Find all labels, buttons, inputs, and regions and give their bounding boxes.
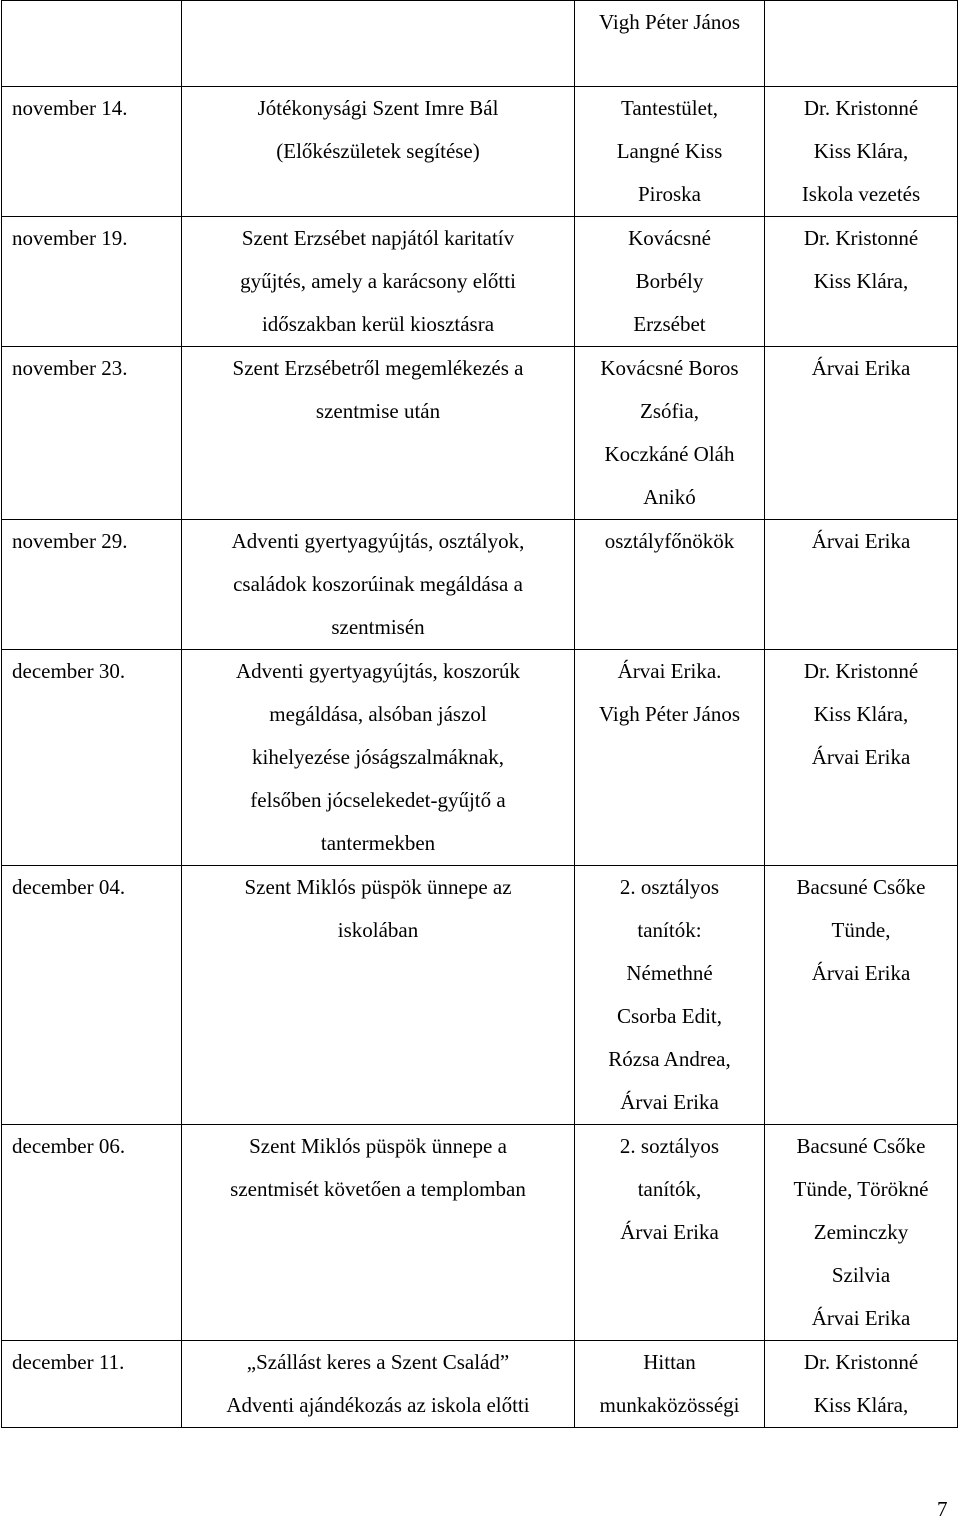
date-cell: [2, 1341, 182, 1428]
responsible-line: Vigh Péter János: [598, 702, 741, 726]
date-line: december 11.: [12, 1350, 125, 1374]
event-line: tantermekben: [320, 831, 436, 855]
event-line: Adventi gyertyagyújtás, koszorúk: [235, 659, 521, 683]
supervisor-line: Kiss Klára,: [813, 1393, 909, 1417]
event-line: iskolában: [337, 918, 419, 942]
supervisor-line: Szilvia: [831, 1263, 891, 1287]
event-line: szentmisén: [331, 615, 425, 639]
table-row: [2, 650, 958, 866]
supervisor-cell: [765, 650, 958, 866]
responsible-line: Kovácsné: [628, 226, 711, 250]
date-cell: [2, 217, 182, 347]
supervisor-line: Kiss Klára,: [813, 269, 909, 293]
event-line: kihelyezése jóságszalmáknak,: [252, 745, 504, 769]
supervisor-line: Tünde, Törökné: [793, 1177, 929, 1201]
schedule-table: [1, 0, 958, 1428]
responsible-line: Árvai Erika: [620, 1220, 719, 1244]
event-line: Szent Erzsébetről megemlékezés a: [232, 356, 524, 380]
responsible-cell: [575, 866, 765, 1125]
event-cell: [182, 347, 575, 520]
event-line: Jótékonysági Szent Imre Bál: [257, 96, 499, 120]
responsible-line: Koczkáné Oláh: [604, 442, 735, 466]
supervisor-cell: [765, 520, 958, 650]
date-line: december 06.: [12, 1134, 126, 1158]
event-line: gyűjtés, amely a karácsony előtti: [240, 269, 516, 293]
responsible-cell: [575, 650, 765, 866]
supervisor-line: Árvai Erika: [811, 1306, 911, 1330]
responsible-line: Tantestület,: [620, 96, 719, 120]
responsible-line: osztályfőnökök: [604, 529, 735, 553]
table-row: [2, 217, 958, 347]
date-line: december 04.: [12, 875, 126, 899]
responsible-line: Langné Kiss: [616, 139, 723, 163]
event-line: megáldása, alsóban jászol: [269, 702, 487, 726]
supervisor-cell: [765, 1125, 958, 1341]
event-line: Adventi ajándékozás az iskola előtti: [226, 1393, 530, 1417]
event-cell: [182, 866, 575, 1125]
date-cell: [2, 1, 182, 87]
event-line: családok koszorúinak megáldása a: [233, 572, 523, 596]
responsible-cell: [575, 1125, 765, 1341]
supervisor-line: Tünde,: [831, 918, 891, 942]
date-cell: [2, 520, 182, 650]
table-row: [2, 520, 958, 650]
responsible-line: Némethné: [626, 961, 713, 985]
responsible-line: munkaközösségi: [599, 1393, 740, 1417]
supervisor-line: Iskola vezetés: [801, 182, 921, 206]
date-line: november 14.: [12, 96, 128, 120]
supervisor-cell: [765, 1341, 958, 1428]
event-cell: [182, 1125, 575, 1341]
supervisor-cell: [765, 1, 958, 87]
date-cell: [2, 347, 182, 520]
event-line: Szent Miklós püspök ünnepe a: [249, 1134, 507, 1158]
responsible-cell: [575, 520, 765, 650]
event-cell: [182, 1, 575, 87]
responsible-line: tanítók,: [637, 1177, 702, 1201]
supervisor-cell: [765, 347, 958, 520]
responsible-line: Piroska: [638, 182, 701, 206]
table-row: [2, 1125, 958, 1341]
schedule-body: [2, 1, 958, 1428]
event-cell: [182, 217, 575, 347]
event-line: Szent Miklós püspök ünnepe az: [244, 875, 512, 899]
supervisor-line: Bacsuné Csőke: [796, 875, 926, 899]
table-row: [2, 1341, 958, 1428]
page-number: 7: [937, 1497, 948, 1521]
supervisor-cell: [765, 217, 958, 347]
responsible-cell: [575, 87, 765, 217]
supervisor-line: Árvai Erika: [811, 356, 911, 380]
responsible-line: Árvai Erika.: [617, 659, 722, 683]
supervisor-line: Árvai Erika: [811, 961, 911, 985]
supervisor-line: Árvai Erika: [811, 745, 911, 769]
responsible-line: 2. osztályos: [619, 875, 720, 899]
responsible-line: Hittan: [643, 1350, 696, 1374]
responsible-line: Anikó: [643, 485, 696, 509]
supervisor-line: Kiss Klára,: [813, 702, 909, 726]
event-line: Szent Erzsébet napjától karitatív: [241, 226, 515, 250]
event-line: „Szállást keres a Szent Család”: [246, 1350, 510, 1374]
responsible-line: Árvai Erika: [620, 1090, 719, 1114]
date-line: november 29.: [12, 529, 128, 553]
table-row: [2, 866, 958, 1125]
supervisor-line: Zeminczky: [813, 1220, 909, 1244]
supervisor-line: Dr. Kristonné: [803, 96, 919, 120]
responsible-cell: [575, 1341, 765, 1428]
responsible-line: Borbély: [635, 269, 704, 293]
event-line: időszakban kerül kiosztásra: [261, 312, 495, 336]
table-row-top: [2, 1, 958, 87]
event-cell: [182, 520, 575, 650]
event-line: felsőben jócselekedet-gyűjtő a: [250, 788, 506, 812]
supervisor-line: Dr. Kristonné: [803, 659, 919, 683]
table-row: [2, 347, 958, 520]
responsible-line: Erzsébet: [633, 312, 706, 336]
supervisor-cell: [765, 866, 958, 1125]
date-cell: [2, 1125, 182, 1341]
responsible-line: tanítók:: [637, 918, 702, 942]
responsible-line: Zsófia,: [640, 399, 699, 423]
date-cell: [2, 866, 182, 1125]
event-cell: [182, 650, 575, 866]
supervisor-line: Dr. Kristonné: [803, 226, 919, 250]
event-line: szentmise után: [315, 399, 441, 423]
responsible-line: Csorba Edit,: [617, 1004, 722, 1028]
date-line: november 19.: [12, 226, 128, 250]
supervisor-line: Árvai Erika: [811, 529, 911, 553]
responsible-cell: [575, 347, 765, 520]
responsible-line: 2. soztályos: [619, 1134, 720, 1158]
responsible-cell: [575, 1, 765, 87]
responsible-line: Rózsa Andrea,: [608, 1047, 731, 1071]
event-cell: [182, 87, 575, 217]
event-line: (Előkészületek segítése): [276, 139, 480, 163]
event-line: Adventi gyertyagyújtás, osztályok,: [231, 529, 525, 553]
event-line: szentmisét követően a templomban: [230, 1177, 526, 1201]
date-cell: [2, 650, 182, 866]
event-cell: [182, 1341, 575, 1428]
date-cell: [2, 87, 182, 217]
supervisor-line: Kiss Klára,: [813, 139, 909, 163]
responsible-line: Kovácsné Boros: [600, 356, 739, 380]
responsible-cell: [575, 217, 765, 347]
date-line: december 30.: [12, 659, 126, 683]
table-row: [2, 87, 958, 217]
responsible-line: Vigh Péter János: [598, 10, 741, 34]
supervisor-line: Dr. Kristonné: [803, 1350, 919, 1374]
supervisor-line: Bacsuné Csőke: [796, 1134, 926, 1158]
date-line: november 23.: [12, 356, 128, 380]
supervisor-cell: [765, 87, 958, 217]
